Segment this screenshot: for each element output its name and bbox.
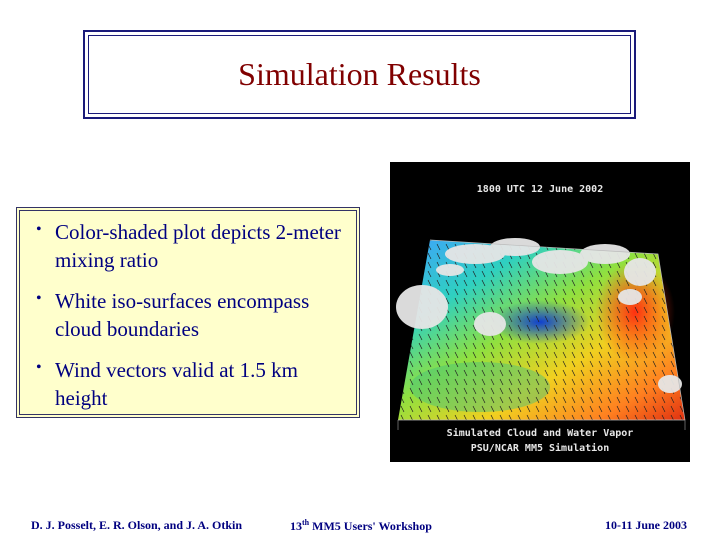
bullet-item: [27, 356, 349, 412]
slide-title: Simulation Results: [238, 56, 481, 92]
footer-workshop: [290, 518, 432, 534]
bullet-item: [27, 218, 349, 274]
bullet-dot-icon: •: [36, 290, 42, 307]
footer-workshop-ordinal: th: [302, 518, 310, 527]
bullet-item: [27, 287, 349, 343]
bullet-dot-icon: •: [36, 359, 42, 376]
simulation-image: [390, 162, 690, 462]
title-box: [83, 30, 636, 119]
image-timestamp: 1800 UTC 12 June 2002: [476, 184, 604, 195]
simulation-render-icon: [390, 162, 690, 462]
bullet-dot-icon: •: [36, 221, 42, 238]
footer-workshop-number: 13: [290, 519, 302, 533]
bullet-text: Wind vectors valid at 1.5 km height: [55, 358, 298, 410]
bullet-text: Color-shaded plot depicts 2-meter mixing ratio: [55, 220, 341, 272]
bullet-box: [16, 207, 360, 418]
image-caption-line1: Simulated Cloud and Water Vapor: [446, 428, 634, 439]
footer-workshop-name: MM5 Users' Workshop: [309, 519, 432, 533]
footer-date: 10-11 June 2003: [605, 518, 688, 532]
image-caption-line2: PSU/NCAR MM5 Simulation: [470, 443, 610, 454]
bullet-text: White iso-surfaces encompass cloud boundaries: [55, 289, 310, 341]
footer-authors: D. J. Posselt, E. R. Olson, and J. A. Otkin: [31, 518, 243, 532]
